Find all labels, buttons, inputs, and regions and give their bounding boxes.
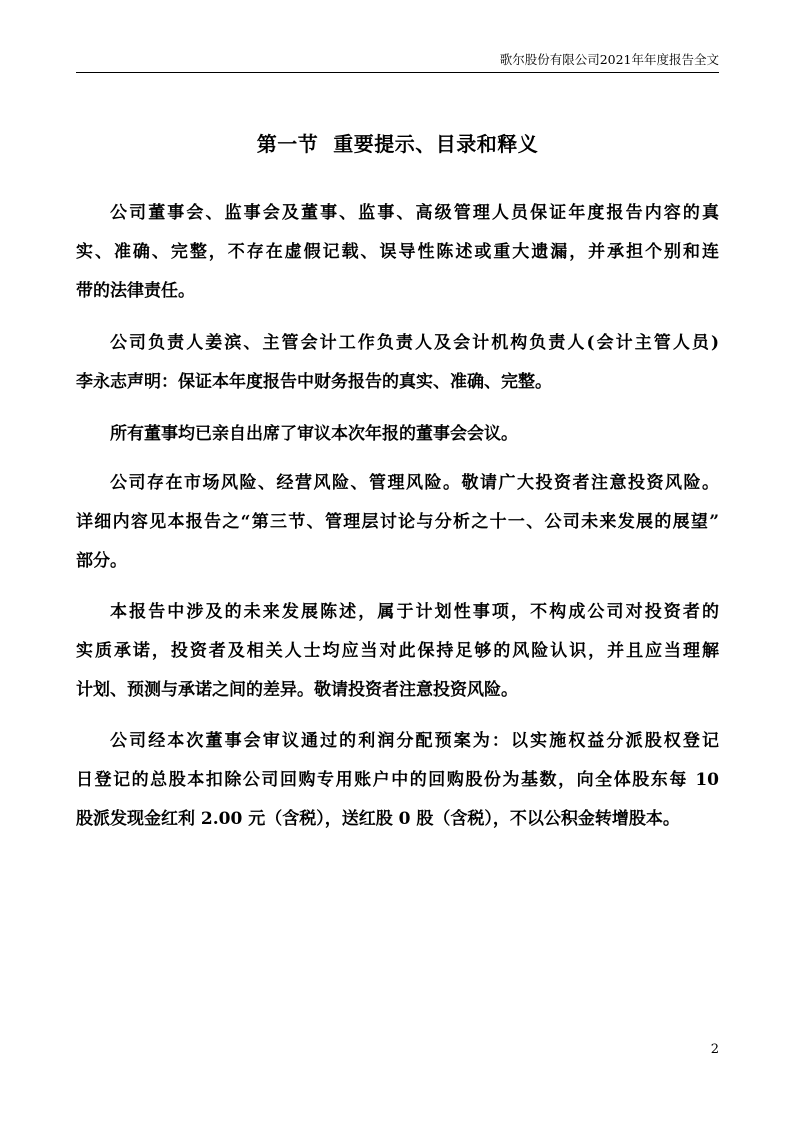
- page-number: 2: [710, 1042, 719, 1057]
- paragraph-line: 日登记的总股本扣除公司回购专用账户中的回购股份为基数，向全体股东每 10: [76, 770, 719, 790]
- paragraph-line: 部分。: [76, 551, 127, 571]
- paragraph-profit-distribution-plan: [76, 722, 719, 839]
- paragraph-financial-officers-declaration: [76, 324, 719, 402]
- paragraph-board-attendance: [76, 415, 719, 454]
- paragraph-line: 带的法律责任。: [76, 281, 195, 301]
- paragraph-line: 公司经本次董事会审议通过的利润分配预案为：以实施权益分派股权登记: [110, 731, 719, 751]
- paragraph-line: 本报告中涉及的未来发展陈述，属于计划性事项，不构成公司对投资者的: [110, 602, 719, 622]
- paragraph-responsibility-statement: [76, 194, 719, 311]
- paragraph-forward-looking-statement: [76, 593, 719, 710]
- running-header: 歌尔股份有限公司2021年年度报告全文: [499, 52, 719, 67]
- paragraph-line: 股派发现金红利 2.00 元（含税），送红股 0 股（含税），不以公积金转增股本。: [76, 809, 680, 829]
- header-rule: [76, 72, 719, 73]
- section-title: 第一节 重要提示、目录和释义: [256, 132, 539, 156]
- paragraph-line: 公司存在市场风险、经营风险、管理风险。敬请广大投资者注意投资风险。: [110, 473, 719, 493]
- paragraph-line: 李永志声明：保证本年度报告中财务报告的真实、准确、完整。: [76, 372, 552, 392]
- paragraph-line: 实质承诺，投资者及相关人士均应当对此保持足够的风险认识，并且应当理解: [76, 641, 719, 661]
- paragraph-risk-notice: [76, 464, 719, 581]
- paragraph-line: 计划、预测与承诺之间的差异。敬请投资者注意投资风险。: [76, 680, 518, 700]
- paragraph-line: 实、准确、完整，不存在虚假记载、误导性陈述或重大遗漏，并承担个别和连: [76, 242, 719, 262]
- paragraph-line: 公司董事会、监事会及董事、监事、高级管理人员保证年度报告内容的真: [110, 203, 719, 223]
- paragraph-line: 详细内容见本报告之“第三节、管理层讨论与分析之十一、公司未来发展的展望”: [76, 512, 719, 532]
- paragraph-line: 公司负责人姜滨、主管会计工作负责人及会计机构负责人(会计主管人员): [110, 333, 719, 353]
- paragraph-line: 所有董事均已亲自出席了审议本次年报的董事会会议。: [110, 424, 518, 444]
